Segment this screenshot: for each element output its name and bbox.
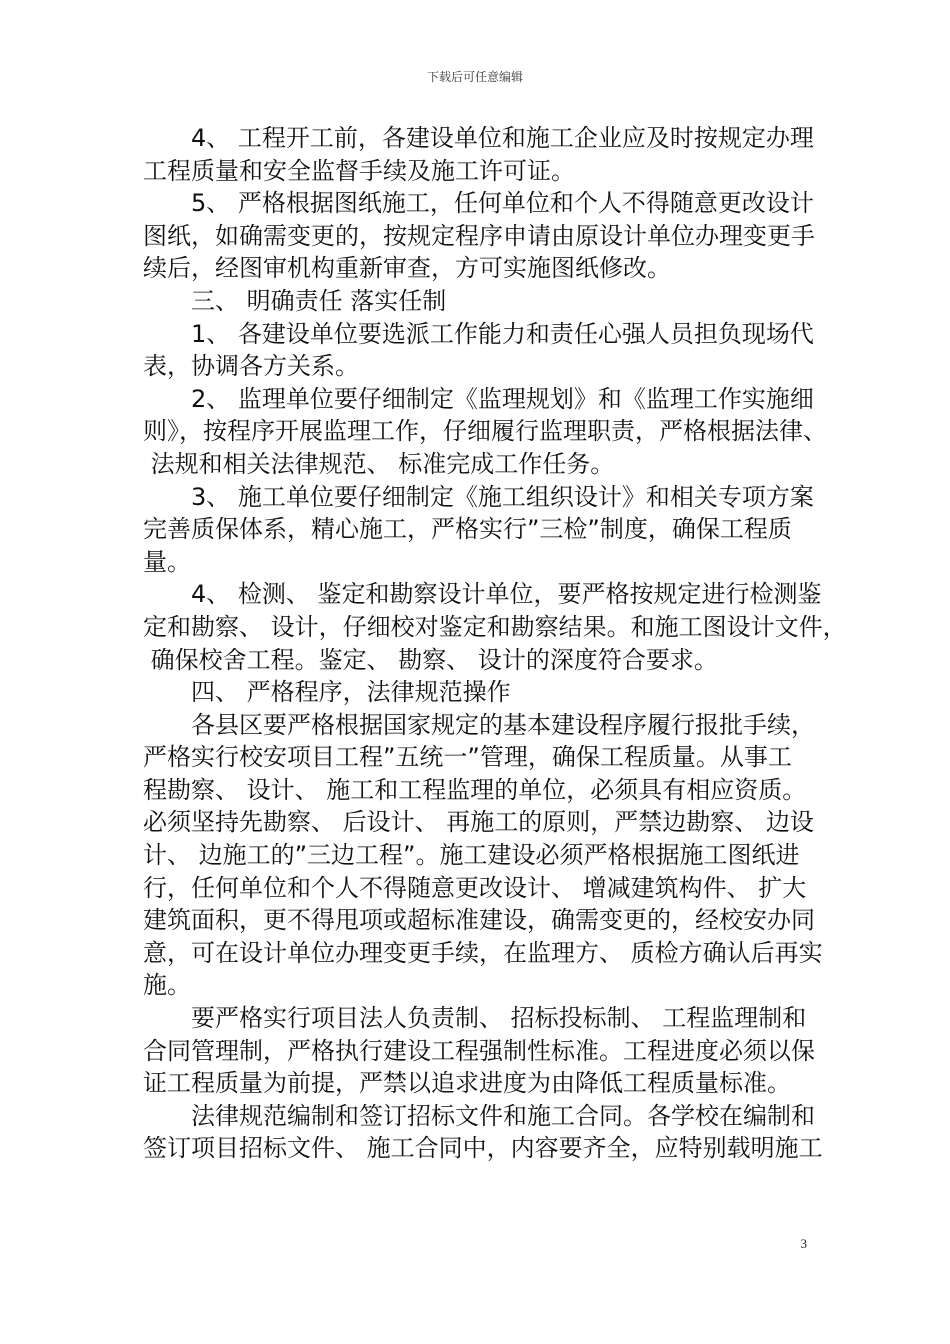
text-line: 必须坚持先勘察、 后设计、 再施工的原则，严禁边勘察、 边设 bbox=[143, 808, 814, 837]
text-line: 完善质保体系，精心施工，严格实行”三检”制度，确保工程质 bbox=[143, 515, 792, 544]
text-line: 四、 严格程序，法律规范操作 bbox=[191, 678, 511, 707]
text-line: 严格实行校安项目工程”五统一”管理，确保工程质量。从事工 bbox=[143, 743, 792, 772]
text-line: 法律规范编制和签订招标文件和施工合同。各学校在编制和 bbox=[191, 1101, 815, 1130]
text-line: 表，协调各方关系。 bbox=[143, 352, 359, 381]
text-line: 续后，经图审机构重新审查，方可实施图纸修改。 bbox=[143, 254, 671, 283]
text-line: 施。 bbox=[143, 971, 191, 1000]
text-line: 5、 严格根据图纸施工，任何单位和个人不得随意更改设计 bbox=[191, 189, 814, 218]
text-line: 2、 监理单位要仔细制定《监理规划》和《监理工作实施细 bbox=[191, 384, 814, 413]
text-line: 意，可在设计单位办理变更手续，在监理方、 质检方确认后再实 bbox=[143, 938, 823, 967]
text-line: 行，任何单位和个人不得随意更改设计、 增减建筑构件、 扩大 bbox=[143, 873, 807, 902]
text-line: 3、 施工单位要仔细制定《施工组织设计》和相关专项方案 bbox=[191, 482, 814, 511]
page-number: 3 bbox=[800, 1236, 807, 1251]
text-line: 4、 检测、 鉴定和勘察设计单位，要严格按规定进行检测鉴 bbox=[191, 580, 822, 609]
text-line: 各县区要严格根据国家规定的基本建设程序履行报批手续， bbox=[191, 710, 815, 739]
body-text bbox=[143, 122, 847, 1165]
text-line: 定和勘察、 设计，仔细校对鉴定和勘察结果。和施工图设计文件， bbox=[143, 612, 847, 641]
page-header: 下载后可任意编辑 bbox=[426, 70, 523, 84]
text-line: 签订项目招标文件、 施工合同中，内容要齐全，应特别载明施工 bbox=[143, 1134, 823, 1163]
text-line: 图纸，如确需变更的，按规定程序申请由原设计单位办理变更手 bbox=[143, 221, 815, 250]
text-line: 建筑面积，更不得甩项或超标准建设，确需变更的，经校安办同 bbox=[143, 906, 815, 935]
text-line: 三、 明确责任 落实任制 bbox=[191, 286, 447, 315]
text-line: 确保校舍工程。鉴定、 勘察、 设计的深度符合要求。 bbox=[143, 645, 718, 674]
text-line: 法规和相关法律规范、 标准完成工作任务。 bbox=[143, 449, 615, 478]
text-line: 量。 bbox=[143, 547, 191, 576]
text-line: 要严格实行项目法人负责制、 招标投标制、 工程监理制和 bbox=[191, 1004, 807, 1033]
text-line: 合同管理制，严格执行建设工程强制性标准。工程进度必须以保 bbox=[143, 1036, 815, 1065]
text-line: 工程质量和安全监督手续及施工许可证。 bbox=[143, 156, 575, 185]
text-line: 证工程质量为前提，严禁以追求进度为由降低工程质量标准。 bbox=[143, 1069, 791, 1098]
text-line: 4、 工程开工前，各建设单位和施工企业应及时按规定办理 bbox=[191, 124, 814, 152]
text-line: 1、 各建设单位要选派工作能力和责任心强人员担负现场代 bbox=[191, 319, 814, 348]
text-line: 计、 边施工的”三边工程”。施工建设必须严格根据施工图纸进 bbox=[143, 841, 800, 870]
text-line: 则》，按程序开展监理工作，仔细履行监理职责，严格根据法律、 bbox=[143, 417, 827, 446]
text-line: 程勘察、 设计、 施工和工程监理的单位，必须具有相应资质。 bbox=[143, 775, 807, 804]
